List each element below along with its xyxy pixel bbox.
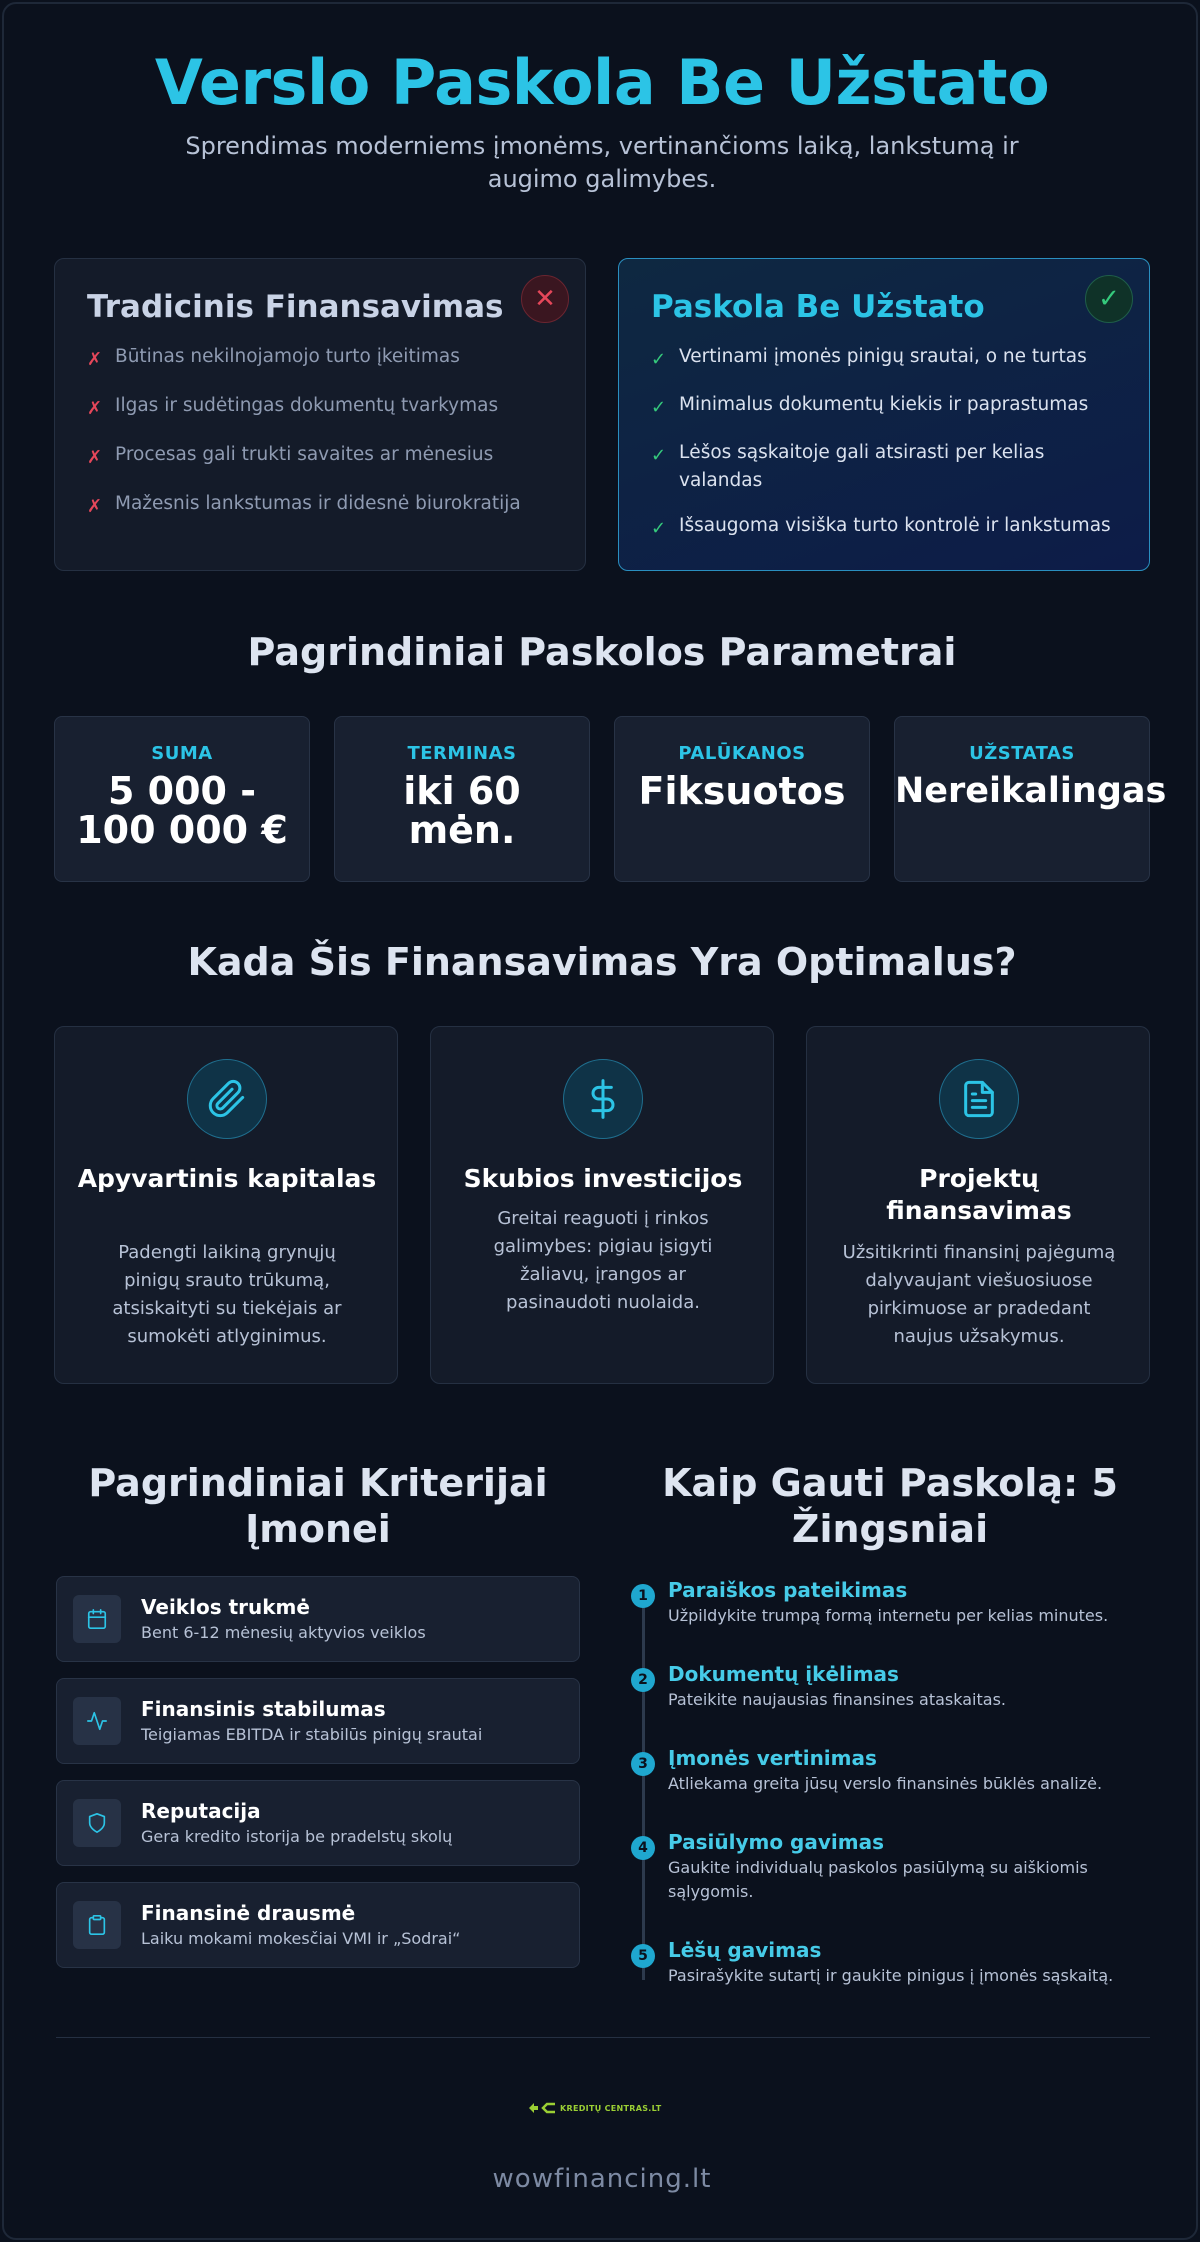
- step-number-badge: 5: [631, 1944, 655, 1968]
- step-desc: Atliekama greita jūsų verslo finansinės būklės analizė.: [668, 1774, 1103, 1793]
- cross-mark-icon: ✗: [87, 447, 103, 468]
- step-number-badge: 4: [631, 1836, 655, 1860]
- list-item: ✓ Minimalus dokumentų kiekis ir paprastumas: [651, 391, 1119, 422]
- criteria-item-stability: [56, 1678, 580, 1764]
- step-number-badge: 3: [631, 1752, 655, 1776]
- checkmark-icon: ✓: [651, 518, 667, 539]
- criteria-title-text: Finansinė drausmė: [141, 1901, 356, 1925]
- paperclip-icon: [187, 1059, 267, 1139]
- card-title: Tradicinis Finansavimas: [87, 289, 504, 325]
- step-desc: Pasirašykite sutartį ir gaukite pinigus į įmonės sąskaitą.: [668, 1966, 1114, 1985]
- parameters-title: Pagrindiniai Paskolos Parametrai: [247, 630, 957, 674]
- param-card-term: [334, 716, 590, 882]
- criteria-title: Pagrindiniai Kriterijai Įmonei: [88, 1461, 548, 1551]
- use-case-card-project-financing: [806, 1026, 1150, 1384]
- traditional-financing-card: [54, 258, 586, 571]
- use-case-desc: Užsitikrinti finansinį pajėgumą dalyvaujant viešuosiuose pirkimuose ar pradedant naujus užsakymus.: [842, 1242, 1116, 1347]
- cross-mark-icon: ✗: [87, 496, 103, 517]
- criteria-title-text: Veiklos trukmė: [141, 1595, 310, 1619]
- shield-icon: [73, 1799, 121, 1847]
- card-title: Paskola Be Užstato: [651, 289, 985, 325]
- param-value: iki 60 mėn.: [403, 769, 521, 852]
- param-label: TERMINAS: [407, 743, 517, 764]
- x-icon: ✕: [521, 275, 569, 323]
- checkmark-icon: ✓: [651, 397, 667, 418]
- clipboard-icon: [73, 1901, 121, 1949]
- list-item: ✗ Ilgas ir sudėtingas dokumentų tvarkymas: [87, 392, 555, 423]
- checkmark-icon: ✓: [651, 445, 667, 466]
- criteria-desc: Bent 6-12 mėnesių aktyvios veiklos: [141, 1623, 426, 1642]
- checkmark-icon: ✓: [651, 349, 667, 370]
- step-desc: Pateikite naujausias finansines ataskaitas.: [668, 1690, 1006, 1709]
- param-value: Fiksuotos: [638, 769, 846, 813]
- use-case-title: Apyvartinis kapitalas: [77, 1164, 377, 1193]
- use-case-card-urgent-investments: [430, 1026, 774, 1384]
- param-label: PALŪKANOS: [678, 743, 806, 764]
- step-desc: Gaukite individualų paskolos pasiūlymą su aiškiomis sąlygomis.: [668, 1858, 1088, 1901]
- criteria-item-discipline: [56, 1882, 580, 1968]
- activity-icon: [73, 1697, 121, 1745]
- use-case-desc: Padengti laikiną grynųjų pinigų srauto trūkumą, atsiskaityti su tiekėjais ar sumokėti atlyginimus.: [112, 1242, 342, 1347]
- param-card-interest: [614, 716, 870, 882]
- criteria-item-reputation: [56, 1780, 580, 1866]
- step-number-badge: 1: [631, 1584, 655, 1608]
- list-item: ✗ Procesas gali trukti savaites ar mėnesius: [87, 441, 555, 472]
- footer-divider: [56, 2037, 1150, 2038]
- param-value: Nereikalingas: [895, 771, 1167, 811]
- document-icon: [939, 1059, 1019, 1139]
- cross-mark-icon: ✗: [87, 398, 103, 419]
- list-item: ✓ Išsaugoma visiška turto kontrolė ir lankstumas: [651, 512, 1119, 543]
- dollar-icon: [563, 1059, 643, 1139]
- list-item: ✓ Vertinami įmonės pinigų srautai, o ne turtas: [651, 343, 1119, 374]
- step-number-badge: 2: [631, 1668, 655, 1692]
- criteria-desc: Teigiamas EBITDA ir stabilūs pinigų srautai: [141, 1725, 483, 1744]
- step-title: Lėšų gavimas: [668, 1938, 822, 1962]
- param-value: 5 000 - 100 000 €: [76, 769, 288, 852]
- timeline-line: [642, 1596, 645, 1980]
- criteria-item-duration: [56, 1576, 580, 1662]
- list-item: ✓ Lėšos sąskaitoje gali atsirasti per kelias valandas: [651, 442, 1045, 491]
- step-title: Pasiūlymo gavimas: [668, 1830, 884, 1854]
- criteria-title-text: Finansinis stabilumas: [141, 1697, 386, 1721]
- unsecured-loan-card: [618, 258, 1150, 571]
- criteria-desc: Laiku mokami mokesčiai VMI ir „Sodrai“: [141, 1929, 461, 1948]
- page-subtitle: Sprendimas moderniems įmonėms, vertinančioms laiką, lankstumą ir augimo galimybes.: [185, 132, 1019, 193]
- logo-mark-icon: [528, 2100, 556, 2116]
- page-title: Verslo Paskola Be Užstato: [154, 46, 1050, 119]
- step-desc: Užpildykite trumpą formą internetu per kelias minutes.: [668, 1606, 1109, 1625]
- step-title: Dokumentų įkėlimas: [668, 1662, 899, 1686]
- use-case-desc: Greitai reaguoti į rinkos galimybes: pigiau įsigyti žaliavų, įrangos ar pasinaudoti nuolaida.: [493, 1208, 713, 1313]
- param-label: UŽSTATAS: [969, 743, 1075, 764]
- param-card-collateral: [894, 716, 1167, 882]
- drawback-list: [87, 343, 555, 521]
- check-icon: ✓: [1085, 275, 1133, 323]
- list-item: ✗ Mažesnis lankstumas ir didesnė biurokratija: [87, 490, 555, 521]
- list-item: ✗ Būtinas nekilnojamojo turto įkeitimas: [87, 343, 555, 374]
- steps-title: Kaip Gauti Paskolą: 5 Žingsniai: [662, 1461, 1118, 1551]
- kreditu-centras-logo[interactable]: [528, 2100, 661, 2116]
- site-link[interactable]: wowfinancing.lt: [492, 2164, 712, 2194]
- param-card-amount: [54, 716, 310, 882]
- criteria-title-text: Reputacija: [141, 1799, 261, 1823]
- param-label: SUMA: [151, 743, 213, 764]
- use-cases-title: Kada Šis Finansavimas Yra Optimalus?: [187, 940, 1017, 984]
- use-case-card-working-capital: [54, 1026, 398, 1384]
- cross-mark-icon: ✗: [87, 349, 103, 370]
- infographic-page: [2, 2, 1198, 2240]
- step-title: Paraiškos pateikimas: [668, 1578, 908, 1602]
- use-case-title: Projektų finansavimas: [886, 1164, 1072, 1225]
- logo-text: KREDITŲ CENTRAS.LT: [560, 2103, 662, 2113]
- use-case-title: Skubios investicijos: [463, 1164, 743, 1193]
- step-title: Įmonės vertinimas: [668, 1746, 877, 1770]
- benefit-list: [651, 343, 1119, 543]
- calendar-icon: [73, 1595, 121, 1643]
- criteria-desc: Gera kredito istorija be pradelstų skolų: [141, 1827, 453, 1846]
